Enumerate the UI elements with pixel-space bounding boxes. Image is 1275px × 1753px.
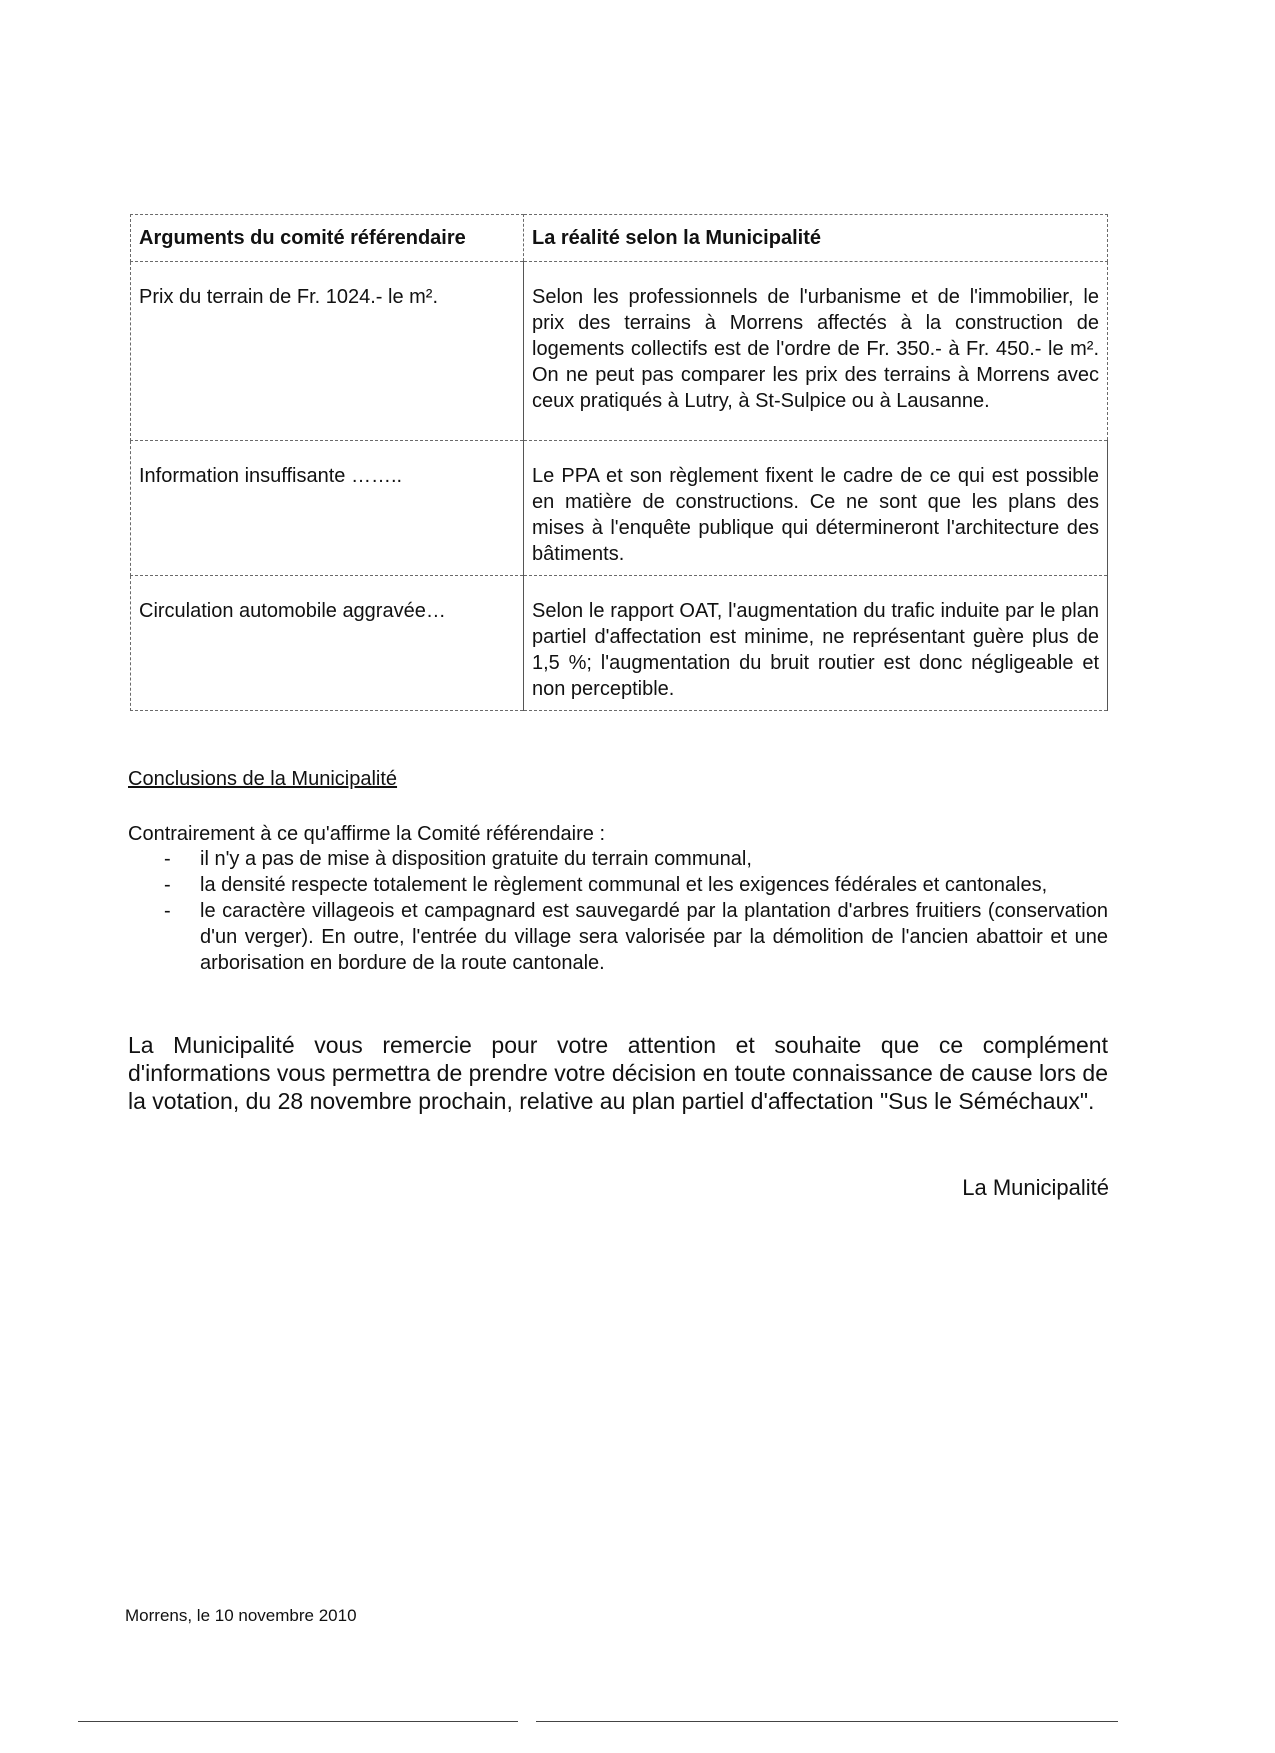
table-row	[131, 262, 1108, 441]
table-row	[131, 441, 1108, 576]
reply-cell: Selon le rapport OAT, l'augmentation du trafic induite par le plan partiel d'affectation est minime, ne représentant guère plus de 1,5 %; l'augmentation du bruit routier est donc négligeable et non perceptible.	[524, 576, 1108, 711]
conclusions-intro: Contrairement à ce qu'affirme la Comité référendaire :	[128, 823, 606, 845]
list-item-text: la densité respecte totalement le règlement communal et les exigences fédérales et cantonales,	[200, 874, 1048, 896]
argument-cell: Circulation automobile aggravée…	[131, 576, 524, 711]
list-item	[128, 846, 1108, 872]
bullet-dash: -	[164, 874, 171, 896]
conclusions-heading: Conclusions de la Municipalité	[128, 768, 398, 790]
reply-cell: Le PPA et son règlement fixent le cadre de ce qui est possible en matière de constructions. Ce ne sont que les plans des mises à l'enquête publique qui détermineront l'architecture des bâtiments.	[524, 441, 1108, 576]
argument-cell: Prix du terrain de Fr. 1024.- le m².	[131, 262, 524, 441]
footer-divider-left	[78, 1721, 518, 1722]
table-header-row	[131, 215, 1108, 262]
list-item	[128, 898, 1108, 976]
closing-paragraph: La Municipalité vous remercie pour votre attention et souhaite que ce complément d'informations vous permettra de prendre votre décision en toute connaissance de cause lors de la votation, du 28 novembre prochain, relative au plan partiel d'affectation "Sus le Séméchaux".	[128, 1032, 1108, 1114]
reply-cell: Selon les professionnels de l'urbanisme et de l'immobilier, le prix des terrains à Morrens affectés à la construction de logements collectifs est de l'ordre de Fr. 350.- à Fr. 450.- le m². On ne peut pas comparer les prix des terrains à Morrens avec ceux pratiqués à Lutry, à St-Sulpice ou à Lausanne.	[524, 262, 1108, 441]
column-header-reality: La réalité selon la Municipalité	[524, 215, 1108, 262]
table-row	[131, 576, 1108, 711]
list-item	[128, 872, 1108, 898]
column-header-arguments: Arguments du comité référendaire	[131, 215, 524, 262]
date-line: Morrens, le 10 novembre 2010	[125, 1606, 357, 1625]
argument-cell: Information insuffisante ……..	[131, 441, 524, 576]
list-item-text: le caractère villageois et campagnard est sauvegardé par la plantation d'arbres fruitiers (conservation d'un verger). En outre, l'entrée du village sera valorisée par la démolition de l'ancien abattoir et une arborisation en bordure de la route cantonale.	[200, 900, 1108, 974]
list-item-text: il n'y a pas de mise à disposition gratuite du terrain communal,	[200, 848, 752, 870]
bullet-dash: -	[164, 848, 171, 870]
bullet-dash: -	[164, 900, 171, 922]
signature: La Municipalité	[962, 1175, 1109, 1200]
conclusions-list	[128, 846, 1108, 976]
footer-divider-right	[536, 1721, 1118, 1722]
arguments-table	[130, 214, 1108, 711]
